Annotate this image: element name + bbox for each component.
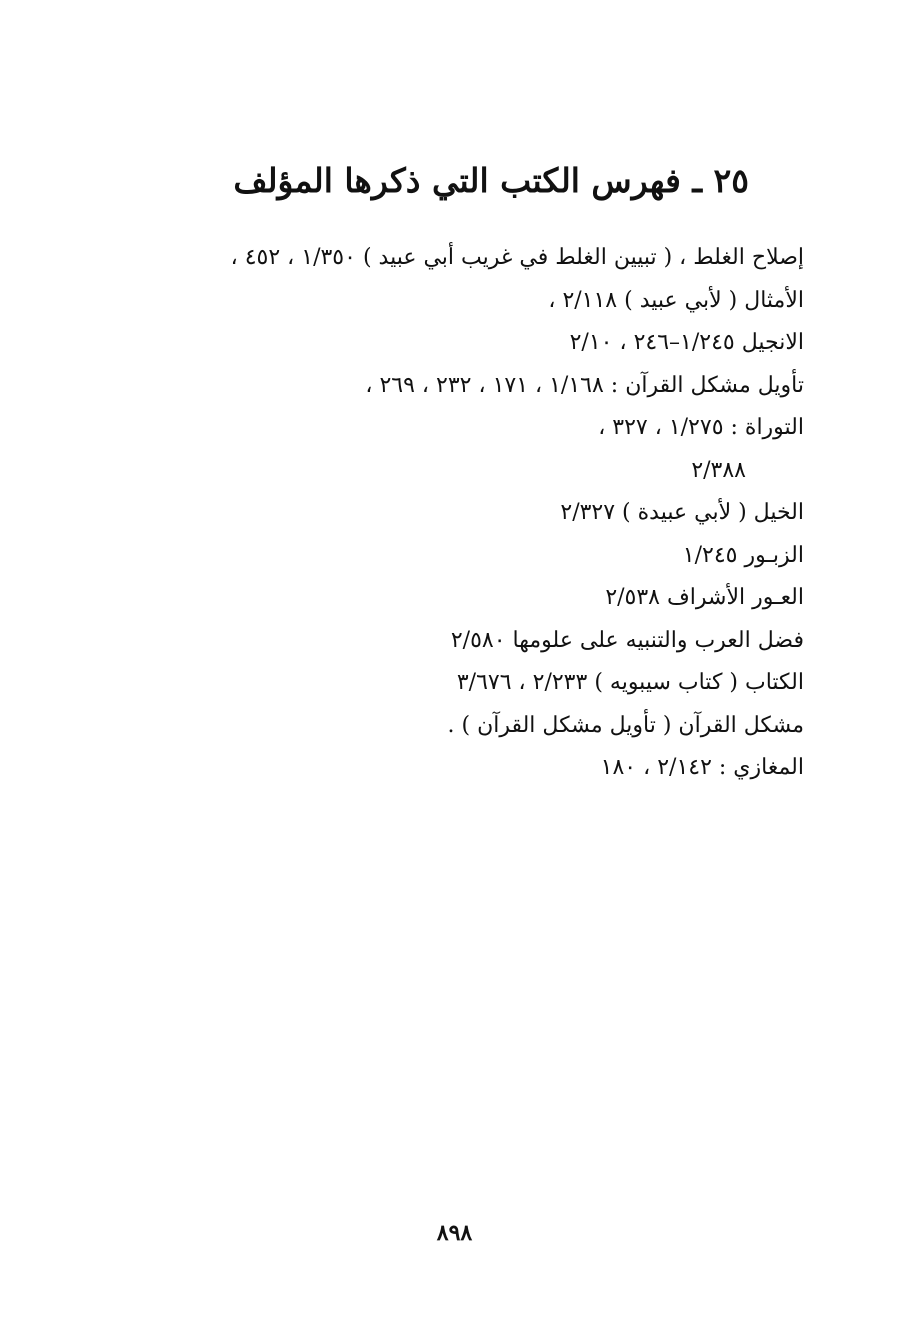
index-entry: التوراة : ١/٢٧٥ ، ٣٢٧ ،: [598, 415, 804, 440]
index-entry: العـور الأشراف ٢/٥٣٨: [605, 585, 804, 610]
index-entry: الزبـور ١/٢٤٥: [682, 542, 804, 568]
index-entry: الأمثال ( لأبي عبيد ) ٢/١١٨ ،: [548, 287, 804, 313]
index-entry: المغازي : ٢/١٤٢ ، ١٨٠: [600, 755, 804, 780]
index-entry-continuation: ٢/٣٨٨: [691, 457, 746, 483]
index-entry: الكتاب ( كتاب سيبويه ) ٢/٢٣٣ ، ٣/٦٧٦: [456, 670, 804, 695]
book-index-list: [84, 237, 804, 790]
index-entry: تأويل مشكل القرآن : ١/١٦٨ ، ١٧١ ، ٢٣٢ ، ٢٦٩ ،: [365, 372, 804, 398]
index-entry: الخيل ( لأبي عبيدة ) ٢/٣٢٧: [560, 500, 804, 525]
index-entry: فضل العرب والتنبيه على علومها ٢/٥٨٠: [450, 627, 804, 653]
page-number: ٨٩٨: [436, 1220, 473, 1246]
page-title: ٢٥ ـ فهرس الكتب التي ذكرها المؤلف: [233, 161, 749, 200]
index-entry: الانجيل ١/٢٤٥–٢٤٦ ، ٢/١٠: [569, 330, 804, 355]
index-entry: إصلاح الغلط ، ( تبيين الغلط في غريب أبي عبيد ) ١/٣٥٠ ، ٤٥٢ ،: [230, 245, 804, 270]
index-entry: مشكل القرآن ( تأويل مشكل القرآن ) .: [447, 712, 804, 738]
